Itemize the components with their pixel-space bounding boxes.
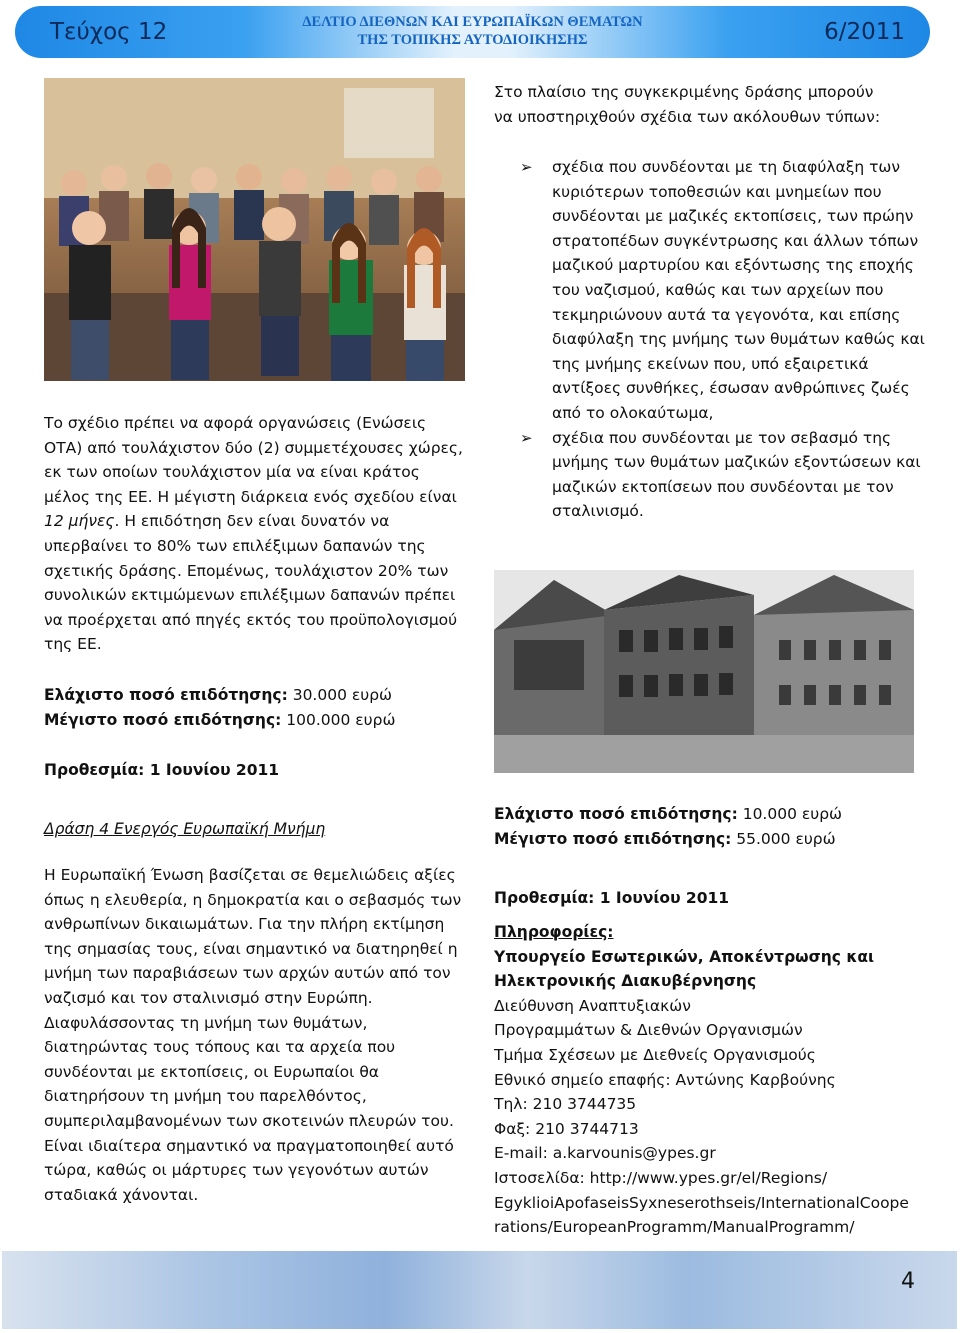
max-amount-label: Μέγιστο ποσό επιδότησης: xyxy=(494,829,732,848)
project-types-list xyxy=(520,155,930,524)
min-amount-value: 10.000 ευρώ xyxy=(742,805,843,823)
bulletin-title-line2: ΤΗΣ ΤΟΠΙΚΗΣ ΑΥΤΟΔΙΟΙΚΗΣΗΣ xyxy=(357,32,588,48)
group-photo-illustration xyxy=(44,78,465,381)
project-duration: 12 μήνες xyxy=(44,512,115,531)
email-link[interactable]: E-mail: a.karvounis@ypes.gr xyxy=(494,1144,716,1163)
min-amount-label: Ελάχιστο ποσό επιδότησης: xyxy=(494,805,738,823)
funding-amounts-right xyxy=(494,802,924,851)
ministry-name: Υπουργείο Εσωτερικών, Αποκέντρωσης και Ηλεκτρονικής Διακυβέρνησης xyxy=(494,947,875,991)
list-item xyxy=(520,426,930,524)
max-amount-value: 55.000 ευρώ xyxy=(736,829,836,848)
arrow-bullet-icon: ➢ xyxy=(520,158,533,176)
arrow-bullet-icon: ➢ xyxy=(520,428,533,447)
min-amount-label: Ελάχιστο ποσό επιδότησης: xyxy=(44,686,288,704)
deadline-right: Προθεσμία: 1 Ιουνίου 2011 xyxy=(494,889,730,907)
telephone: Τηλ: 210 3744735 xyxy=(494,1095,637,1114)
website-link-3[interactable]: rations/EuropeanProgramm/ManualProgramm/ xyxy=(494,1218,855,1237)
department-line-1: Διεύθυνση Αναπτυξιακών xyxy=(494,996,691,1015)
deadline-left: Προθεσμία: 1 Ιουνίου 2011 xyxy=(44,761,280,779)
contact-person: Εθνικό σημείο επαφής: Αντώνης Καρβούνης xyxy=(494,1070,836,1089)
header-banner xyxy=(15,6,930,58)
list-item-text: σχέδια που συνδέονται με τη διαφύλαξη των κυριότερων τοποθεσιών και μνημείων που συνδέονται με μαζικές εκτοπίσεις, των πρώην στρατοπέδων συγκέντρωσης και άλλων τόπων μαζικού μαρτυρίου και εξόντωσης της εποχής του ναζισμού, καθώς και των αρχείων που τεκμηριώνουν αυτά τα γεγονότα, και επίσης διαφύλαξη της μνήμης των θυμάτων καθώς και της μνήμης εκείνων που, υπό εξαιρετικά αντίξοες συνθήκες, έσωσαν ανθρώπινες ζωές από το ολοκαύτωμα, xyxy=(552,158,925,422)
intro-text xyxy=(494,80,914,129)
department-line-2: Προγραμμάτων & Διεθνών Οργανισμών xyxy=(494,1021,803,1040)
action-4-title: Δράση 4 Ενεργός Ευρωπαϊκή Μνήμη xyxy=(44,820,326,838)
list-item-text: σχέδια που συνδέονται με τον σεβασμό της μνήμης των θυμάτων μαζικών εξοντώσεων και μαζικών εκτοπίσεων που συνδέονται με τον σταλινισμό. xyxy=(552,428,921,521)
bulletin-title-line1: ΔΕΛΤΙΟ ΔΙΕΘΝΩΝ ΚΑΙ ΕΥΡΩΠΑΪΚΩΝ ΘΕΜΑΤΩΝ xyxy=(302,14,643,30)
building-photo-illustration xyxy=(494,570,914,773)
website-link-1[interactable]: Ιστοσελίδα: http://www.ypes.gr/el/Regions/ xyxy=(494,1168,828,1187)
min-amount-value: 30.000 ευρώ xyxy=(292,686,393,704)
intro-line-1: Στο πλαίσιο της συγκεκριμένης δράσης μπορούν xyxy=(494,83,874,101)
action-4-body: Η Ευρωπαϊκή Ένωση βασίζεται σε θεμελιώδεις αξίες όπως η ελευθερία, η δημοκρατία και ο σεβασμός των ανθρωπίνων δικαιωμάτων. Για την πλήρη εκτίμηση της σημασίας τους, είναι σημαντικό να διατηρηθεί η μνήμη των παραβιάσεων των αρχών αυτών από τον ναζισμό και τον σταλινισμό στην Ευρώπη. Διαφυλάσσοντας τη μνήμη των θυμάτων, διατηρώντας τους τόπους και τα αρχεία που συνδέονται με εκτοπίσεις, οι Ευρωπαίοι θα διατηρήσουν τη μνήμη του παρελθόντος, συμπεριλαμβανομένων των σκοτεινών πλευρών του. Είναι ιδιαίτερα σημαντικό να πραγματοποιηθεί αυτό τώρα, καθώς οι μάρτυρες των γεγονότων αυτών σταδιακά χάνονται. xyxy=(44,866,462,1204)
info-label: Πληροφορίες: xyxy=(494,923,614,941)
list-item xyxy=(520,155,930,426)
intro-line-2: να υποστηριχθούν σχέδια των ακόλουθων τύπων: xyxy=(494,107,881,126)
building-photo xyxy=(494,570,914,773)
issue-date: 6/2011 xyxy=(824,19,905,45)
department-line-3: Τμήμα Σχέσεων με Διεθνείς Οργανισμούς xyxy=(494,1045,816,1064)
group-photo xyxy=(44,78,465,381)
eligibility-paragraph xyxy=(44,411,464,657)
contact-info xyxy=(494,920,924,1240)
eligibility-text-1: Το σχέδιο πρέπει να αφορά οργανώσεις (Ενώσεις ΟΤΑ) από τουλάχιστον δύο (2) συμμετέχουσες χώρες, εκ των οποίων τουλάχιστον μία να είναι κράτος μέλος της ΕΕ. Η μέγιστη διάρκεια ενός σχεδίου είναι xyxy=(44,414,463,506)
max-amount-label: Μέγιστο ποσό επιδότησης: xyxy=(44,710,282,729)
max-amount-value: 100.000 ευρώ xyxy=(286,710,396,729)
footer-banner xyxy=(2,1251,957,1329)
bulletin-title xyxy=(15,13,930,49)
page-number: 4 xyxy=(901,1269,915,1294)
issue-number: Τεύχος 12 xyxy=(50,19,168,45)
eligibility-text-2: . Η επιδότηση δεν είναι δυνατόν να υπερβαίνει το 80% των επιλέξιμων δαπανών της σχετικής δράσης. Επομένως, τουλάχιστον 20% των συνολικών εκτιμώμενων επιλέξιμων δαπανών πρέπει να προέρχεται από πηγές εκτός του προϋπολογισμού της ΕΕ. xyxy=(44,512,458,654)
fax: Φαξ: 210 3744713 xyxy=(494,1119,639,1138)
website-link-2[interactable]: EgyklioiApofaseisSyxneserothseis/InternationalCoope xyxy=(494,1193,909,1212)
funding-amounts-left xyxy=(44,683,474,732)
